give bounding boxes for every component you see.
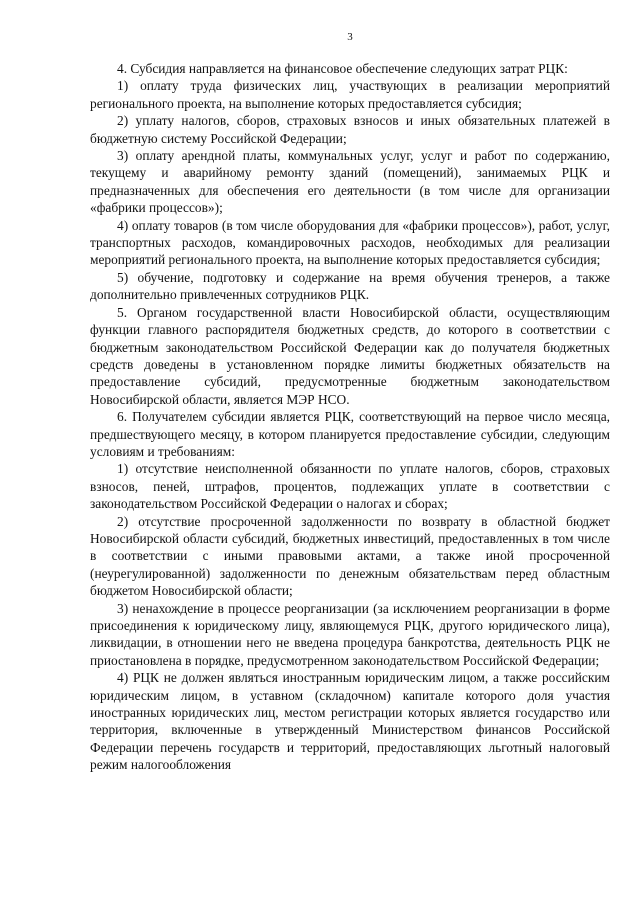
paragraph: 4) РЦК не должен являться иностранным юридическим лицом, а также российским юридическим лицом, в уставном (складочном) капитале которого доля участия иностранных юридических лиц, местом регистрации которых является государство или территория, включенные в утвержденный Министерством финансов Российской Федерации перечень государств и территорий, предоставляющих льготный налоговый режим налогообложения [90, 670, 610, 773]
paragraph: 3) оплату арендной платы, коммунальных услуг, услуг и работ по содержанию, текущему и аварийному ремонту зданий (помещений), занимаемых РЦК и предназначенных для обеспечения его деятельности (в том числе для организации «фабрики процессов»); [90, 148, 610, 216]
paragraph: 1) отсутствие неисполненной обязанности по уплате налогов, сборов, страховых взносов, пеней, штрафов, процентов, подлежащих уплате в соответствии с законодательством Российской Федерации о налогах и сборах; [90, 461, 610, 512]
paragraph: 1) оплату труда физических лиц, участвующих в реализации мероприятий регионального проекта, на выполнение которых предоставляется субсидия; [90, 78, 610, 111]
document-body [90, 60, 610, 774]
paragraph: 2) уплату налогов, сборов, страховых взносов и иных обязательных платежей в бюджетную систему Российской Федерации; [90, 113, 610, 146]
page-number: 3 [347, 31, 353, 43]
paragraph: 6. Получателем субсидии является РЦК, соответствующий на первое число месяца, предшествующего месяцу, в котором планируется предоставление субсидии, следующим условиям и требованиям: [90, 409, 610, 459]
paragraph: 2) отсутствие просроченной задолженности по возврату в областной бюджет Новосибирской области субсидий, бюджетных инвестиций, предоставленных в том числе в соответствии с иными правовыми актами, а также иной просроченной (неурегулированной) задолженности по денежным обязательствам перед областным бюджетом Новосибирской области; [90, 513, 610, 599]
paragraph: 5. Органом государственной власти Новосибирской области, осуществляющим функции главного распорядителя бюджетных средств, до которого в соответствии с бюджетным законодательством Российской Федерации как до получателя бюджетных средств доведены в установленном порядке лимиты бюджетных обязательств на предоставление субсидий, предусмотренные бюджетным законодательством Новосибирской области, является МЭР НСО. [90, 304, 610, 407]
paragraph: 4. Субсидия направляется на финансовое обеспечение следующих затрат РЦК: [117, 61, 568, 76]
paragraph: 3) ненахождение в процессе реорганизации (за исключением реорганизации в форме присоединения к юридическому лицу, являющемуся РЦК, другого юридического лица), ликвидации, в отношении него не введена процедура банкротства, деятельность РЦК не приостановлена в порядке, предусмотренном законодательством Российской Федерации; [90, 600, 610, 668]
paragraph: 4) оплату товаров (в том числе оборудования для «фабрики процессов»), работ, услуг, транспортных расходов, командировочных расходов, необходимых для реализации мероприятий регионального проекта, на выполнение которых предоставляется субсидия; [90, 217, 610, 268]
paragraph: 5) обучение, подготовку и содержание на время обучения тренеров, а также дополнительно привлеченных сотрудников РЦК. [90, 269, 610, 303]
